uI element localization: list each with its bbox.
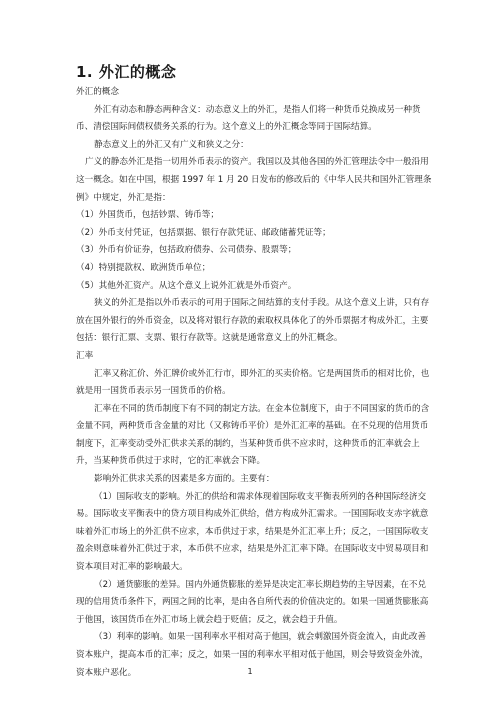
paragraph: 影响外汇供求关系的因素是多方面的。主要有：	[94, 474, 275, 485]
section-heading: 外汇的概念	[76, 87, 119, 97]
paragraph: 狭义的外汇是指以外币表示的可用于国际之间结算的支付手段。从这个意义上讲，只有存放在国外银行的外币资金，以及将对银行存款的索取权具体化了的外币票据才构成外汇，主要包括：银行汇票、支票、银行存款等。这就是通常意义上的外汇概念。	[76, 298, 430, 344]
list-item: （5）其他外汇资产。从这个意义上说外汇就是外币资产。	[76, 280, 297, 291]
paragraph: 汇率在不同的货币制度下有不同的制定方法。在金本位制度下，由于不同国家的货币的含金量不同，两种货币含金量的对比（又称铸币平价）是外汇汇率的基础。在不兑现的信用货币制度下，汇率变动受外汇供求关系的制约，当某种货币供不应求时，这种货币的汇率就会上升，当某种货币供过于求时，它的汇率就会下降。	[76, 403, 430, 467]
paragraph: 广义的静态外汇是指一切用外币表示的资产。我国以及其他各国的外汇管理法令中一般沿用这一概念。如在中国，根据 1997 年 1 月 20 日发布的修改后的《中华人民共和国外汇管理条例》中规定，外汇是指：	[76, 157, 432, 203]
paragraph: 外汇有动态和静态两种含义：动态意义上的外汇，是指人们将一种货币兑换成另一种货币、清偿国际间债权债务关系的行为。这个意义上的外汇概念等同于国际结算。	[76, 104, 421, 133]
list-item: （1）外国货币，包括钞票、铸币等；	[76, 210, 219, 221]
paragraph: 静态意义上的外汇又有广义和狭义之分：	[94, 139, 249, 150]
list-item: （3）外币有价证券，包括政府债券、公司债券、股票等；	[76, 245, 297, 256]
list-item: （4）特别提款权、欧洲货币单位；	[76, 262, 211, 273]
paragraph: （3）利率的影响。如果一国利率水平相对高于他国，就会刺激国外资金流入，由此改善资本账户，提高本币的汇率；反之，如果一国的利率水平相对低于他国，则会导致资金外流，资本账户恶化。	[76, 632, 429, 678]
document-body	[76, 84, 432, 682]
section-heading: 汇率	[76, 350, 94, 361]
page-title: 1. 外汇的概念	[76, 63, 177, 81]
paragraph: 汇率又称汇价、外汇牌价或外汇行市，即外汇的买卖价格。它是两国货币的相对比价，也就是用一国货币表示另一国货币的价格。	[76, 368, 430, 397]
page-number: 1	[247, 667, 253, 676]
paragraph: （1）国际收支的影响。外汇的供给和需求体现着国际收支平衡表所列的各种国际经济交易。国际收支平衡表中的贷方项目构成外汇供给，借方构成外汇需求。一国国际收支赤字就意味着外汇市场上的外汇供不应求，本币供过于求，结果是外汇汇率上升；反之，一国国际收支盈余则意味着外汇供过于求，本币供不应求，结果是外汇汇率下降。在国际收支中贸易项目和资本项目对汇率的影响最大。	[76, 491, 429, 573]
list-item: （2）外币支付凭证，包括票据、银行存款凭证、邮政储蓄凭证等；	[76, 227, 331, 238]
paragraph: （2）通货膨胀的差异。国内外通货膨胀的差异是决定汇率长期趋势的主导因素，在不兑现的信用货币条件下，两国之间的比率，是由各自所代表的价值决定的。如果一国通货膨胀高于他国，该国货币在外汇市场上就会趋于贬值；反之，就会趋于升值。	[76, 579, 429, 625]
